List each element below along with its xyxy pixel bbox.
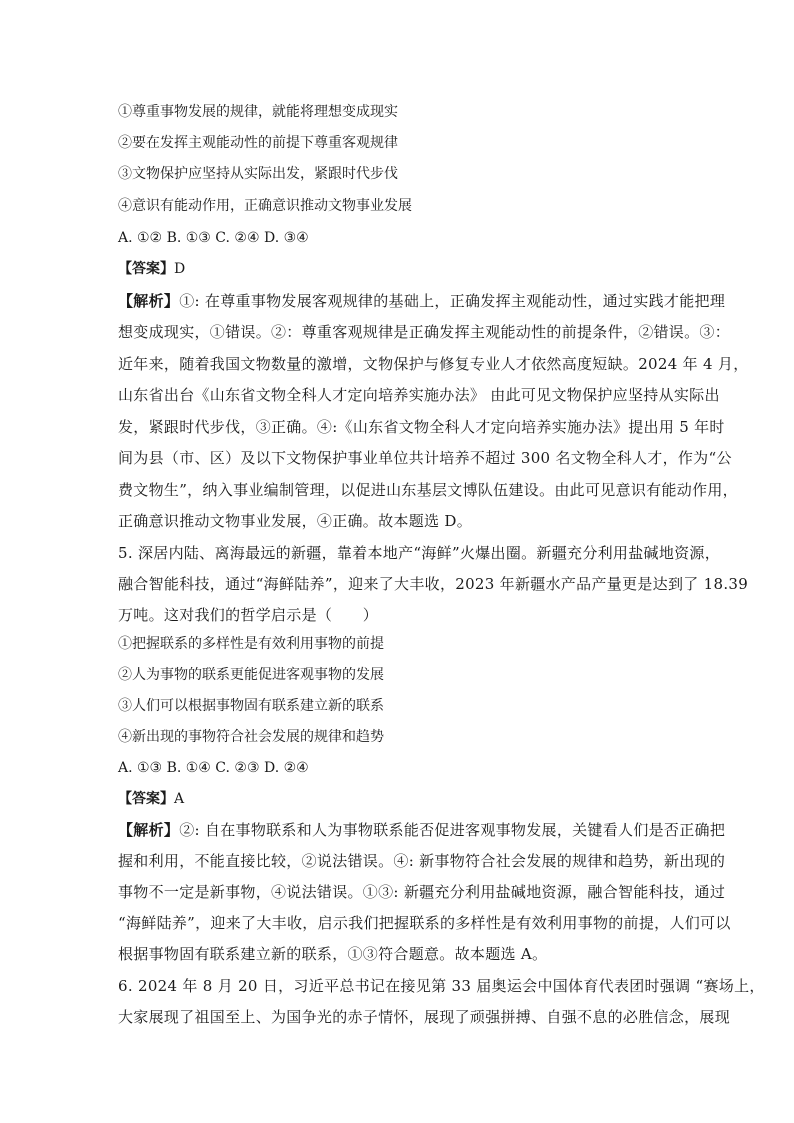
q5-answer xyxy=(118,789,680,809)
q5-stem-line-2: 融合智能科技，通过“海鲜陆养”，迎来了大丰收，2023 年新疆水产品产量更是达到了 18.39 xyxy=(118,575,749,593)
q4-analysis-label: 【解析】 xyxy=(118,292,180,310)
q4-option-3: ③文物保护应坚持从实际出发，紧跟时代步伐 xyxy=(118,166,398,182)
q5-stem-line-1: 5. 深居内陆、离海最远的新疆，靠着本地产“海鲜”火爆出圈。新疆充分利用盐碱地资源， xyxy=(118,544,721,562)
q5-choices: A. ①③ B. ①④ C. ②③ D. ②④ xyxy=(118,760,309,776)
q6-stem-line-2: 大家展现了祖国至上、为国争光的赤子情怀，展现了顽强拼搏、自强不息的必胜信念，展现 xyxy=(118,1008,731,1026)
q5-option-1: ①把握联系的多样性是有效利用事物的前提 xyxy=(118,636,384,652)
q5-option-4: ④新出现的事物符合社会发展的规律和趋势 xyxy=(118,729,384,745)
q4-analysis-line-8: 正确意识推动文物事业发展，④正确。故本题选 D。 xyxy=(118,512,472,530)
q4-analysis-line-5: 发，紧跟时代步伐，③正确。④:《山东省文物全科人才定向培养实施办法》提出用 5 年时 xyxy=(118,418,725,436)
q5-analysis-label: 【解析】 xyxy=(118,821,180,839)
q4-analysis-line-4: 山东省出台《山东省文物全科人才定向培养实施办法》 由此可见文物保护应坚持从实际出 xyxy=(118,386,720,404)
q5-option-3: ③人们可以根据事物固有联系建立新的联系 xyxy=(118,698,384,714)
q4-analysis-line-1 xyxy=(118,291,726,311)
q4-analysis-text-1: ①: 在尊重事物发展客观规律的基础上，正确发挥主观能动性，通过实践才能把理 xyxy=(179,292,726,310)
q4-analysis-line-6: 间为县（市、区）及以下文物保护事业单位共计培养不超过 300 名文物全科人才，作为“公 xyxy=(118,449,732,467)
q4-option-4: ④意识有能动作用，正确意识推动文物事业发展 xyxy=(118,198,412,214)
q4-choices: A. ①② B. ①③ C. ②④ D. ③④ xyxy=(118,230,309,246)
q5-answer-label: 【答案】 xyxy=(118,791,174,807)
q4-analysis-line-2: 想变成现实，①错误。②：尊重客观规律是正确发挥主观能动性的前提条件，②错误。③： xyxy=(118,323,731,341)
q5-analysis-line-5: 根据事物固有联系建立新的联系，①③符合题意。故本题选 A。 xyxy=(118,945,548,963)
q4-answer-label: 【答案】 xyxy=(118,261,174,277)
q5-analysis-line-4: “海鲜陆养”，迎来了大丰收，启示我们把握联系的多样性是有效利用事物的前提，人们可以 xyxy=(118,914,731,932)
q4-analysis-line-3: 近年来，随着我国文物数量的激增，文物保护与修复专业人才依然高度短缺。2024 年 4 月， xyxy=(118,355,749,373)
q5-option-2: ②人为事物的联系更能促进客观事物的发展 xyxy=(118,667,384,683)
q5-analysis-line-1 xyxy=(118,820,726,840)
q5-analysis-text-1: ②: 自在事物联系和人为事物联系能否促进客观事物发展，关键看人们是否正确把 xyxy=(179,821,726,839)
q5-analysis-line-3: 事物不一定是新事物，④说法错误。①③: 新疆充分利用盐碱地资源，融合智能科技，通过 xyxy=(118,883,726,901)
q5-answer-value: A xyxy=(174,791,185,807)
q4-option-2: ②要在发挥主观能动性的前提下尊重客观规律 xyxy=(118,135,398,151)
q4-answer xyxy=(118,259,680,279)
q5-analysis-line-2: 握和利用，不能直接比较，②说法错误。④: 新事物符合社会发展的规律和趋势，新出现的 xyxy=(118,852,726,870)
q6-stem-line-1: 6. 2024 年 8 月 20 日，习近平总书记在接见第 33 届奥运会中国体育代表团时强调 “赛场上， xyxy=(118,977,765,995)
q4-answer-value: D xyxy=(174,261,186,277)
q5-stem-line-3: 万吨。这对我们的哲学启示是（ ） xyxy=(118,606,379,624)
q4-analysis-line-7: 费文物生”，纳入事业编制管理，以促进山东基层文博队伍建设。由此可见意识有能动作用， xyxy=(118,481,738,499)
q4-option-1: ①尊重事物发展的规律，就能将理想变成现实 xyxy=(118,104,398,120)
